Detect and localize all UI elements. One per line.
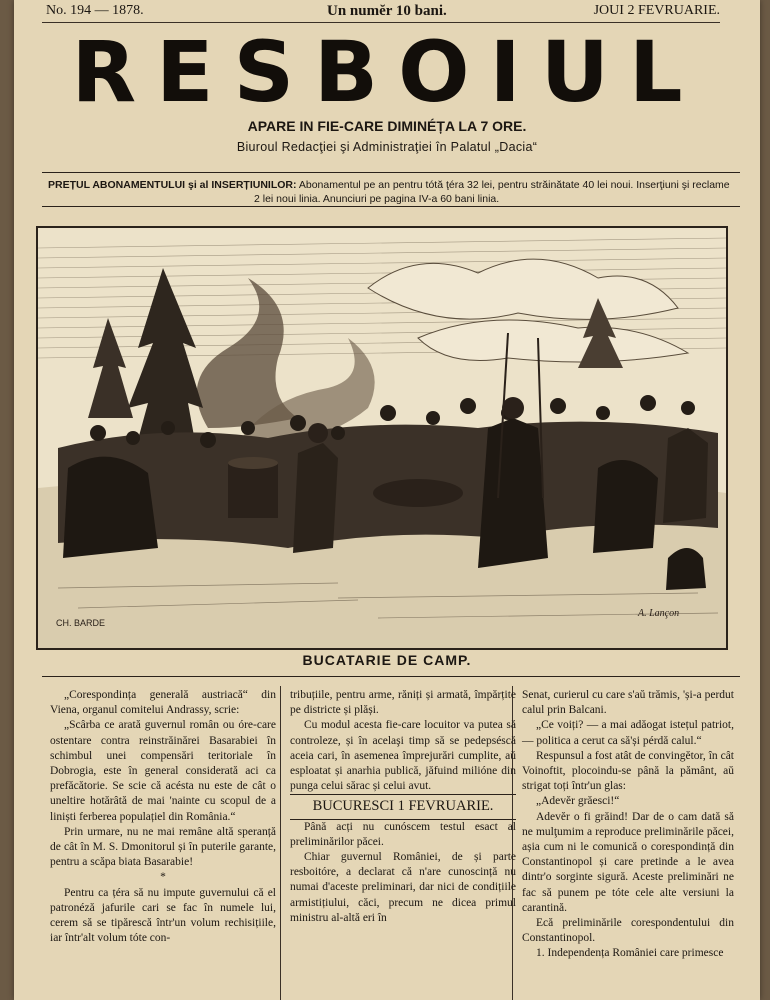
paragraph: Ecă preliminările corespondentului din Constantinopol. <box>522 917 734 945</box>
paragraph: Pentru ca țéra să nu impute guvernului că el patronéză jafurile cari se fac în numele lui, cerem să se tipărescă într'un volum rechisițiile, iar într'alt volum tóte con- <box>50 886 276 945</box>
paragraph: Senat, curierul cu care s'aŭ trămis, 'și-a perdut calul prin Balcani. <box>522 689 734 717</box>
section-separator: * <box>160 871 166 884</box>
paragraph: Prin urmare, nu ne mai remâne altă speranță de cât în M. S. Dmonitorul și în puterile garante, pentru a scăpa biata Basarabie! <box>50 825 276 869</box>
paragraph: tribuțiile, pentru arme, răniți și armată, împărțite pe districte și plăși. <box>290 689 516 717</box>
office-address: Biuroul Redacţiei şi Administraţiei în Palatul „Dacia“ <box>236 140 538 154</box>
paragraph: „Corespondința generală austriacă“ din Viena, organul comitelui Andrassy, scrie: <box>50 689 276 717</box>
paragraph: Cu modul acesta fie-care locuitor va putea să controleze, și în acelaşi timp să se pedepséscă aceia cari, în asemenea împrejurări cumplite, aŭ esploatat și anarhia publică, jăfuind milióne din punga celui sărac și celui avut. <box>290 719 516 793</box>
paragraph: „Adevĕr grăesci!“ <box>536 795 620 808</box>
paragraph: „Scârba ce arată guvernul român ou óre-care ostentare contra reinstrăinărei Basarabiei în schimbul unei compensări teritoriale în Dobrogia, este în general considerată aci ca prefăcătorie. Se scie că acésta nu este de cât o uneltire hotărâtă de mai 'nainte cu scopul de a liniști ferberea populațiel din România.“ <box>50 719 276 823</box>
publication-schedule: APARE IN FIE-CARE DIMINÉȚA LA 7 ORE. <box>247 118 527 134</box>
divider <box>42 676 740 677</box>
issue-date: JOUI 2 FEVRUARIE. <box>593 3 720 18</box>
divider <box>42 172 740 173</box>
newspaper-page <box>14 0 760 1000</box>
issue-price: Un numĕr 10 bani. <box>327 3 447 19</box>
article-column-3 <box>522 688 734 962</box>
header-strip <box>42 0 720 23</box>
divider <box>42 206 740 207</box>
paragraph: Până acți nu cunóscem testul esact al preliminărilor păcei. <box>290 820 516 848</box>
section-heading: BUCURESCI 1 FEVRUARIE. <box>290 794 516 819</box>
camp-kitchen-engraving <box>36 226 728 650</box>
artist-signature: A. Lançon <box>638 608 680 619</box>
paragraph: Chiar guvernul României, de și parte resboitóre, a declarat că n'are cunoscință nu numai d'aceste preliminari, dar nici de condițiile armistițiului, căci, precum ne dicea primul ministru al-altă eri în <box>290 851 516 924</box>
subscription-line-1: Abonamentul pe an pentru tótă ţéra 32 lei, pentru străinătate 40 lei noui. Inserţiuni şi reclame <box>298 179 730 191</box>
paragraph: 1. Independența României care primesce <box>536 947 724 960</box>
subscription-line-2: 2 lei noui linia. Anunciuri pe pagina IV-a 60 bani linia. <box>254 193 500 205</box>
issue-number: No. 194 — 1878. <box>46 3 144 18</box>
engraver-signature: CH. BARDE <box>56 618 106 628</box>
paragraph: Adevĕr o fi grăind! Dar de o cam dată să ne mulţumim a reproduce preliminările păcei, așia cum ni le comunică o corespondință din Constantinopol și care pretinde a le avea dintr'o sorginte sigură. Aceste preliminări ne fac să punem pe tóte cele alte versiuni la carantină. <box>522 810 734 914</box>
illustration-caption: BUCATARIE DE CAMP. <box>302 652 472 668</box>
column-divider <box>280 686 281 1000</box>
subscription-label: PREȚUL ABONAMENTULUI şi al INSERȚIUNILOR: <box>48 179 297 191</box>
subscription-info <box>48 178 732 206</box>
article-column-1 <box>50 688 276 946</box>
paragraph: Respunsul a fost atât de convingĕtor, în cât Voinoftit, plocoindu-se până la pământ, aŭ strigat toți într'un glas: <box>522 749 734 793</box>
paragraph: „Ce voiți? — a mai adăogat istețul patriot, — politica a cerut ca să'și pérdă calul.“ <box>522 719 734 747</box>
newspaper-title: RESBOIUL <box>71 23 703 121</box>
article-column-2 <box>290 688 516 926</box>
